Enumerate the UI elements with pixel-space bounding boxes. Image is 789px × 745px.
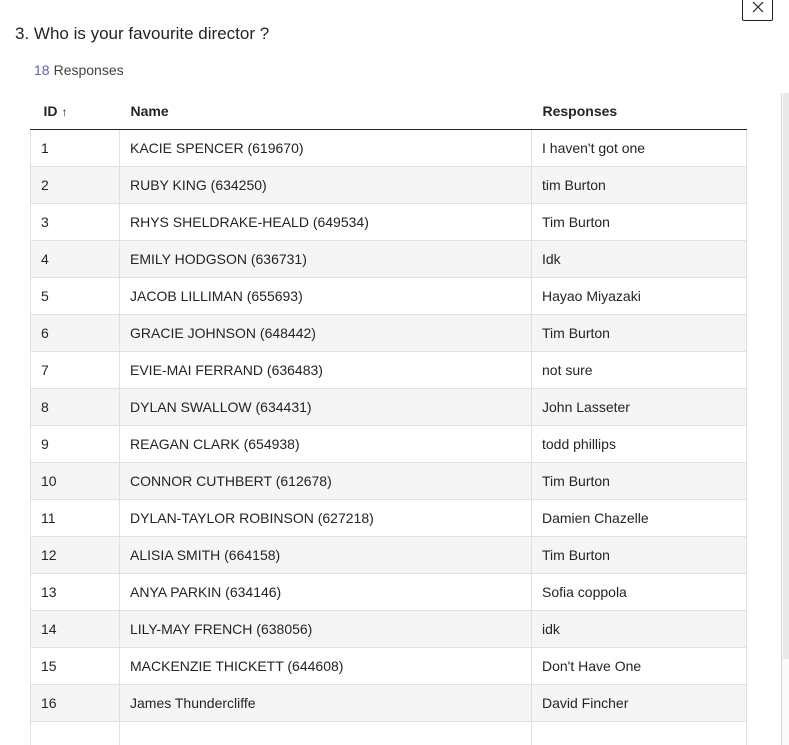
- sort-ascending-icon: ↑: [61, 104, 68, 119]
- responses-table: [30, 93, 747, 745]
- response-count-label: Responses: [53, 62, 124, 78]
- cell-name: [120, 721, 532, 745]
- cell-id: 15: [31, 647, 120, 684]
- table-row[interactable]: [31, 277, 747, 314]
- cell-name: LILY-MAY FRENCH (638056): [120, 610, 532, 647]
- column-header-responses-label: Responses: [542, 102, 618, 119]
- cell-response: Don't Have One: [532, 647, 747, 684]
- table-header-row: [31, 93, 747, 129]
- cell-name: RHYS SHELDRAKE-HEALD (649534): [120, 203, 532, 240]
- column-header-name-label: Name: [130, 102, 169, 119]
- cell-id: 11: [31, 499, 120, 536]
- cell-response: idk: [532, 610, 747, 647]
- question-title: 3. Who is your favourite director ?: [15, 24, 270, 43]
- table-row[interactable]: [31, 573, 747, 610]
- table-row[interactable]: [31, 166, 747, 203]
- column-header-responses[interactable]: [532, 93, 747, 129]
- close-button[interactable]: [742, 0, 773, 21]
- cell-id: 1: [31, 129, 120, 166]
- cell-name: REAGAN CLARK (654938): [120, 425, 532, 462]
- scrollbar-thumb[interactable]: [783, 93, 789, 659]
- cell-response: Damien Chazelle: [532, 499, 747, 536]
- column-header-id-label: ID: [43, 102, 58, 119]
- cell-response: John Lasseter: [532, 388, 747, 425]
- table-row[interactable]: [31, 314, 747, 351]
- cell-name: RUBY KING (634250): [120, 166, 532, 203]
- table-row[interactable]: [31, 129, 747, 166]
- cell-name: GRACIE JOHNSON (648442): [120, 314, 532, 351]
- cell-name: ANYA PARKIN (634146): [120, 573, 532, 610]
- close-icon: [752, 1, 764, 13]
- cell-response: tim Burton: [532, 166, 747, 203]
- table-row[interactable]: [31, 462, 747, 499]
- cell-id: 8: [31, 388, 120, 425]
- cell-response: Hayao Miyazaki: [532, 277, 747, 314]
- table-row[interactable]: [31, 425, 747, 462]
- cell-id: 10: [31, 462, 120, 499]
- column-header-id[interactable]: [31, 93, 120, 129]
- table-row[interactable]: [31, 240, 747, 277]
- cell-id: 13: [31, 573, 120, 610]
- cell-response: [532, 721, 747, 745]
- cell-name: EVIE-MAI FERRAND (636483): [120, 351, 532, 388]
- cell-id: 3: [31, 203, 120, 240]
- table-row[interactable]: [31, 536, 747, 573]
- table-row[interactable]: [31, 351, 747, 388]
- table-row[interactable]: [31, 499, 747, 536]
- cell-id: 2: [31, 166, 120, 203]
- cell-id: 6: [31, 314, 120, 351]
- response-count-number: 18: [34, 62, 50, 78]
- cell-name: CONNOR CUTHBERT (612678): [120, 462, 532, 499]
- vertical-scrollbar[interactable]: [781, 93, 789, 745]
- cell-name: KACIE SPENCER (619670): [120, 129, 532, 166]
- cell-id: 4: [31, 240, 120, 277]
- cell-response: Tim Burton: [532, 536, 747, 573]
- cell-id: 16: [31, 684, 120, 721]
- table-row[interactable]: [31, 203, 747, 240]
- cell-name: James Thundercliffe: [120, 684, 532, 721]
- cell-name: EMILY HODGSON (636731): [120, 240, 532, 277]
- cell-name: DYLAN SWALLOW (634431): [120, 388, 532, 425]
- cell-response: Sofia coppola: [532, 573, 747, 610]
- cell-id: 12: [31, 536, 120, 573]
- cell-id: [31, 721, 120, 745]
- cell-id: 5: [31, 277, 120, 314]
- cell-name: ALISIA SMITH (664158): [120, 536, 532, 573]
- cell-response: Idk: [532, 240, 747, 277]
- cell-response: David Fincher: [532, 684, 747, 721]
- cell-response: Tim Burton: [532, 203, 747, 240]
- table-row[interactable]: [31, 647, 747, 684]
- cell-response: Tim Burton: [532, 462, 747, 499]
- responses-table-container: [30, 93, 746, 745]
- table-row[interactable]: [31, 610, 747, 647]
- cell-name: DYLAN-TAYLOR ROBINSON (627218): [120, 499, 532, 536]
- cell-name: JACOB LILLIMAN (655693): [120, 277, 532, 314]
- cell-id: 14: [31, 610, 120, 647]
- cell-response: I haven't got one: [532, 129, 747, 166]
- cell-name: MACKENZIE THICKETT (644608): [120, 647, 532, 684]
- cell-response: Tim Burton: [532, 314, 747, 351]
- table-row[interactable]: [31, 388, 747, 425]
- table-row[interactable]: [31, 721, 747, 745]
- response-count: [34, 62, 124, 78]
- table-body: [31, 129, 747, 745]
- cell-response: not sure: [532, 351, 747, 388]
- table-row[interactable]: [31, 684, 747, 721]
- cell-response: todd phillips: [532, 425, 747, 462]
- column-header-name[interactable]: [120, 93, 532, 129]
- cell-id: 7: [31, 351, 120, 388]
- cell-id: 9: [31, 425, 120, 462]
